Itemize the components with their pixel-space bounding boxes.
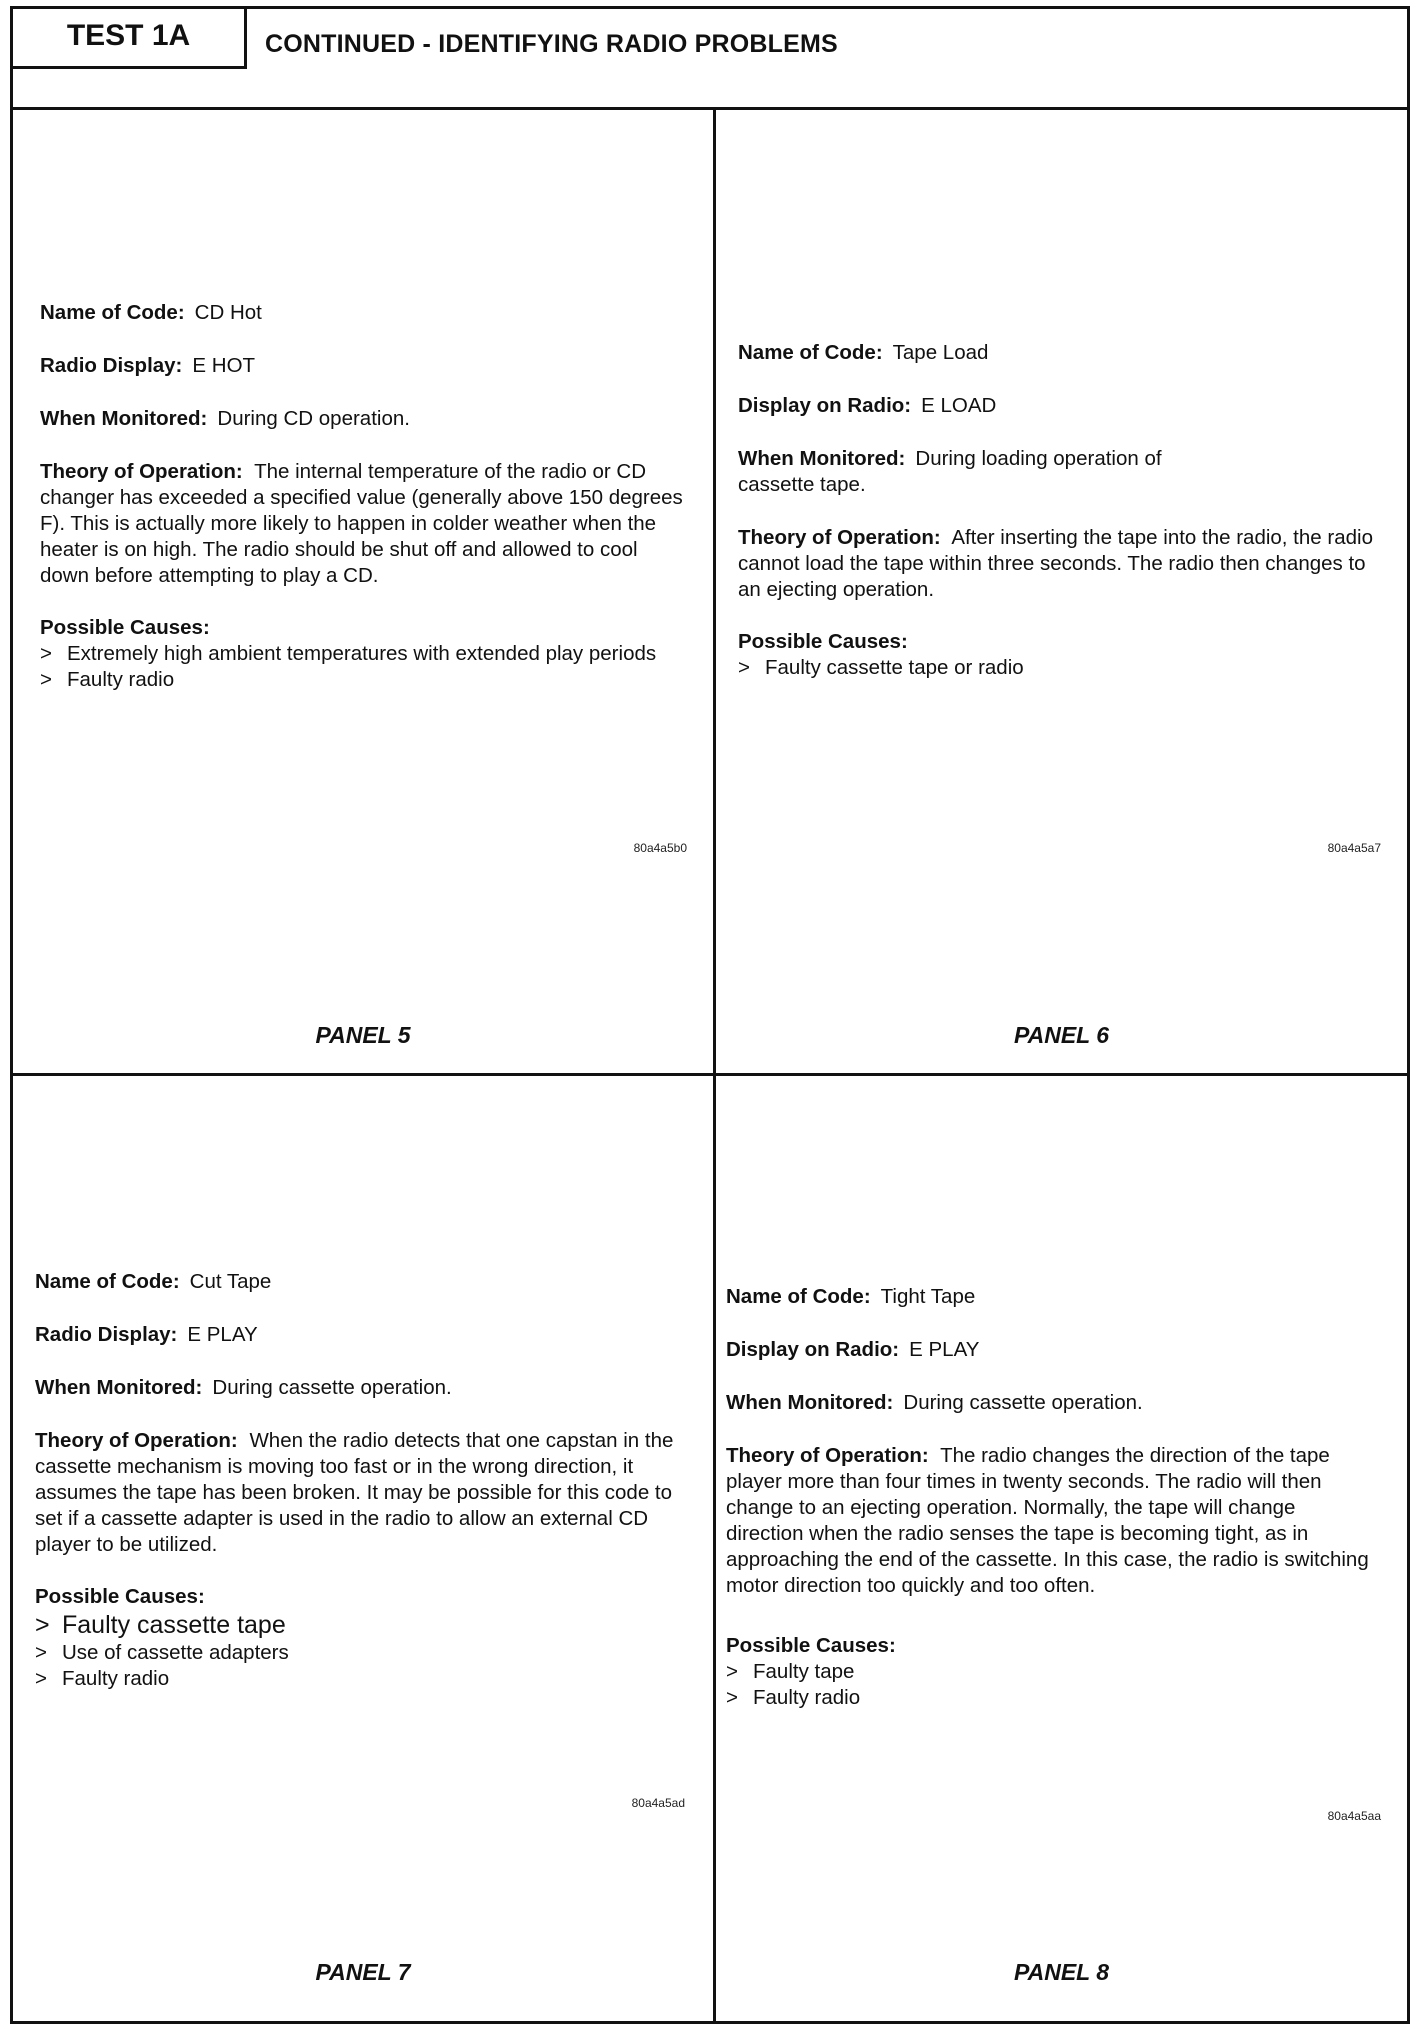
- cause-item: > Faulty cassette tape: [35, 1611, 286, 1639]
- monitored-row: [35, 1375, 685, 1401]
- theory-text: When the radio detects that one capstan in the cassette mechanism is moving too fast or in the wrong direction, it assumes the tape has been broken. It may be possible for this code to set if a cassette adapter is used in the radio to allow an external CD player to be utilized.: [35, 1429, 674, 1556]
- cause-text: Faulty radio: [67, 668, 175, 691]
- code-name-value: Tape Load: [892, 341, 989, 364]
- theory-label: Theory of Operation:: [726, 1444, 929, 1467]
- code-name-label: Name of Code:: [40, 301, 185, 324]
- theory-label: Theory of Operation:: [738, 526, 941, 549]
- monitored-label: When Monitored:: [40, 407, 208, 430]
- theory-text: The internal temperature of the radio or CD changer has exceeded a specified value (generally above 150 degrees F). This is actually more likely to happen in colder weather when the heater is on high. The radio should be shut off and allowed to cool down before attempting to play a CD.: [40, 460, 683, 587]
- panel-label: PANEL 8: [1013, 1959, 1109, 1985]
- page-title: CONTINUED - IDENTIFYING RADIO PROBLEMS: [265, 30, 838, 58]
- panel-8: [716, 1076, 1407, 2021]
- cause-text: Faulty cassette tape or radio: [765, 656, 1024, 679]
- monitored-label: When Monitored:: [35, 1376, 203, 1399]
- image-code: 80a4a5ad: [631, 1796, 685, 1810]
- display-row: [726, 1337, 1376, 1363]
- image-code: 80a4a5aa: [1327, 1809, 1381, 1823]
- display-label: Radio Display:: [40, 354, 183, 377]
- monitored-value: During CD operation.: [217, 407, 410, 430]
- cause-item: > Faulty cassette tape or radio: [738, 656, 1024, 679]
- page-header: [13, 9, 1407, 110]
- panel-5-content: [40, 300, 690, 693]
- causes-title: Possible Causes:: [726, 1634, 896, 1657]
- theory-label: Theory of Operation:: [35, 1429, 238, 1452]
- code-name-label: Name of Code:: [738, 341, 883, 364]
- panel-label: PANEL 7: [315, 1959, 411, 1985]
- cause-text: Extremely high ambient temperatures with extended play periods: [67, 642, 657, 665]
- image-code: 80a4a5b0: [633, 841, 687, 855]
- display-value: E PLAY: [187, 1323, 258, 1346]
- cause-text: Faulty radio: [753, 1686, 861, 1709]
- monitored-label: When Monitored:: [738, 447, 906, 470]
- display-label: Display on Radio:: [726, 1338, 900, 1361]
- cause-item: > Faulty tape: [726, 1660, 855, 1683]
- theory-text: After inserting the tape into the radio, the radio cannot load the tape within three seconds. The radio then changes to an ejecting operation.: [738, 526, 1373, 601]
- panel-5: [13, 110, 713, 1073]
- panel-6: [716, 110, 1407, 1073]
- code-name-value: Tight Tape: [880, 1285, 976, 1308]
- cause-text: Faulty cassette tape: [62, 1611, 286, 1639]
- cause-text: Use of cassette adapters: [62, 1641, 289, 1664]
- page-frame: [10, 6, 1410, 2024]
- panel-7-content: [35, 1269, 685, 1692]
- panel-label: PANEL 6: [1013, 1022, 1109, 1048]
- display-value: E HOT: [192, 354, 256, 377]
- code-name-row: [35, 1269, 685, 1295]
- image-code: 80a4a5a7: [1327, 841, 1381, 855]
- monitored-value: During cassette operation.: [903, 1391, 1143, 1414]
- theory-block: [726, 1443, 1376, 1599]
- code-name-row: [40, 300, 690, 326]
- theory-block: [738, 525, 1378, 603]
- theory-text: The radio changes the direction of the tape player more than four times in twenty seconds. The radio will then change to an ejecting operation. Normally, the tape will change direction when the radio senses the tape is becoming tight, as in approaching the end of the cassette. In this case, the radio is switching motor direction too quickly and too often.: [726, 1444, 1369, 1597]
- display-label: Radio Display:: [35, 1323, 178, 1346]
- code-name-value: CD Hot: [194, 301, 262, 324]
- cause-text: Faulty tape: [753, 1660, 855, 1683]
- code-name-label: Name of Code:: [35, 1270, 180, 1293]
- code-name-value: Cut Tape: [189, 1270, 272, 1293]
- theory-block: [35, 1428, 685, 1558]
- code-name-row: [738, 340, 1378, 366]
- monitored-value: During loading operation of cassette tape.: [738, 447, 1162, 496]
- panel-8-content: [726, 1284, 1376, 1711]
- cause-item: > Use of cassette adapters: [35, 1641, 289, 1664]
- panel-7: [13, 1076, 713, 2021]
- monitored-label: When Monitored:: [726, 1391, 894, 1414]
- display-row: [738, 393, 1378, 419]
- causes-title: Possible Causes:: [738, 630, 908, 653]
- cause-text: Faulty radio: [62, 1667, 170, 1690]
- theory-block: [40, 459, 690, 589]
- monitored-row: [738, 446, 1238, 498]
- cause-item: > Extremely high ambient temperatures with extended play periods: [40, 642, 657, 665]
- monitored-value: During cassette operation.: [212, 1376, 452, 1399]
- code-name-row: [726, 1284, 1376, 1310]
- display-row: [35, 1322, 685, 1348]
- display-row: [40, 353, 690, 379]
- panel-6-content: [738, 340, 1378, 681]
- cause-item: > Faulty radio: [40, 668, 175, 691]
- causes-title: Possible Causes:: [40, 616, 210, 639]
- monitored-row: [726, 1390, 1376, 1416]
- display-value: E LOAD: [921, 394, 997, 417]
- display-value: E PLAY: [909, 1338, 980, 1361]
- display-label: Display on Radio:: [738, 394, 912, 417]
- test-id-box: TEST 1A: [13, 9, 247, 69]
- code-name-label: Name of Code:: [726, 1285, 871, 1308]
- theory-label: Theory of Operation:: [40, 460, 243, 483]
- cause-item: > Faulty radio: [35, 1667, 170, 1690]
- cause-item: > Faulty radio: [726, 1686, 861, 1709]
- monitored-row: [40, 406, 690, 432]
- panel-label: PANEL 5: [315, 1022, 411, 1048]
- causes-title: Possible Causes:: [35, 1585, 205, 1608]
